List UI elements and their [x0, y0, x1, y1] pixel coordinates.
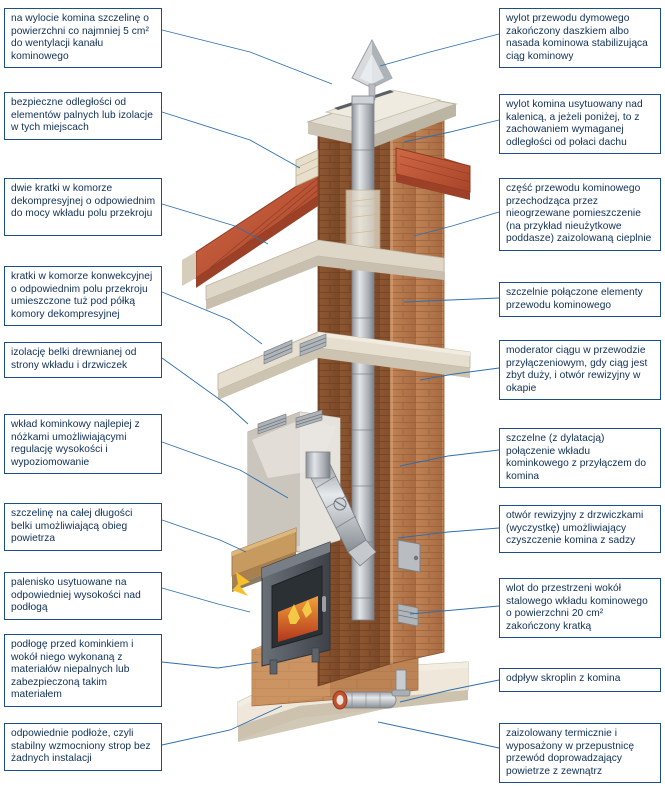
callout-cleanout-door: otwór rewizyjny z drzwiczkami (wyczystkę) umożliwiający czyszczenie komina z sadzy: [499, 505, 661, 553]
chimney-shaft: [318, 106, 444, 686]
callout-beam-insulation: izolację belki drewnianej od strony wkładu i drzwiczek: [4, 342, 162, 378]
callout-unheated-insulation: część przewodu kominowego przechodząca przez nieogrzewane pomieszczenie (na przykład nieużytkowe poddasze) zaizolowaną cieplnie: [499, 178, 661, 251]
cleanout-door: [398, 540, 420, 572]
external-air-duct: [333, 691, 396, 709]
draft-moderator: [334, 498, 346, 510]
callout-convection-grilles: kratki w komorze konwekcyjnej o odpowiednim polu przekroju umieszczone tuż pod półką komory dekompresyjnej: [4, 266, 162, 326]
callout-tight-joints: szczelnie połączone elementy przewodu kominowego: [499, 282, 661, 317]
callout-beam-gap: szczelinę na całej długości belki umożliwiającą obieg powietrza: [4, 503, 162, 551]
callout-draft-moderator: moderator ciągu w przewodzie przyłączeniowym, gdy ciąg jest zbyt duży, i otwór rewizyjny w okapie: [499, 340, 661, 400]
callout-safe-distance: bezpieczne odległości od elementów palnych lub izolacje w tych miejscach: [4, 92, 162, 140]
callout-flue-outlet: wylot przewodu dymowego zakończony daszkiem albo nasada kominowa stabilizująca ciąg kominowy: [499, 8, 661, 68]
callout-substrate: odpowiednie podłoże, czyli stabilny wzmocniony strop bez żadnych instalacji: [4, 723, 162, 771]
callout-condensate-drain: odpływ skroplin z komina: [499, 668, 661, 692]
callout-hearth-height: palenisko usytuowane na odpowiedniej wysokości nad podłogą: [4, 572, 162, 620]
callout-ridge-position: wylot komina usytuowany nad kalenicą, a jeżeli poniżej, to z zachowaniem wymaganej odległości od połaci dachu: [499, 94, 661, 154]
leader-safe-distance: [162, 112, 300, 168]
callout-expansion-joint: szczelne (z dylatacją) połączenie wkładu kominkowego z przyłączem do komina: [499, 428, 661, 488]
leader-beam-gap: [162, 520, 246, 552]
callout-insert-legs: wkład kominkowy najlepiej z nóżkami umożliwiającymi regulację wysokości i wypoziomowanie: [4, 414, 162, 474]
liner-air-inlet-grille: [398, 604, 418, 626]
callout-air-inlet: wlot do przestrzeni wokół stalowego wkładu kominowego o powierzchni 20 cm² zakończony kratką: [499, 578, 661, 638]
leader-chimney-slot: [162, 30, 332, 84]
callout-chimney-slot: na wylocie komina szczelinę o powierzchni co najmniej 5 cm² do wentylacji kanału kominowego: [4, 8, 162, 68]
callout-decompression-grilles: dwie kratki w komorze dekompresyjnej o odpowiednim do mocy wkładu polu przekroju: [4, 178, 162, 236]
callout-floor-protection: podłogę przed kominkiem i wokół niego wykonaną z materiałów niepalnych lub zabezpieczoną takim materiałem: [4, 634, 162, 707]
chimney-cowl: [352, 40, 392, 100]
leader-flue-outlet: [380, 34, 499, 66]
callout-external-air: zaizolowany termicznie i wyposażony w przepustnicę przewód doprowadzający powietrze z zewnątrz: [499, 723, 661, 783]
leader-external-air: [378, 722, 499, 748]
leader-floor-protection: [162, 662, 258, 668]
